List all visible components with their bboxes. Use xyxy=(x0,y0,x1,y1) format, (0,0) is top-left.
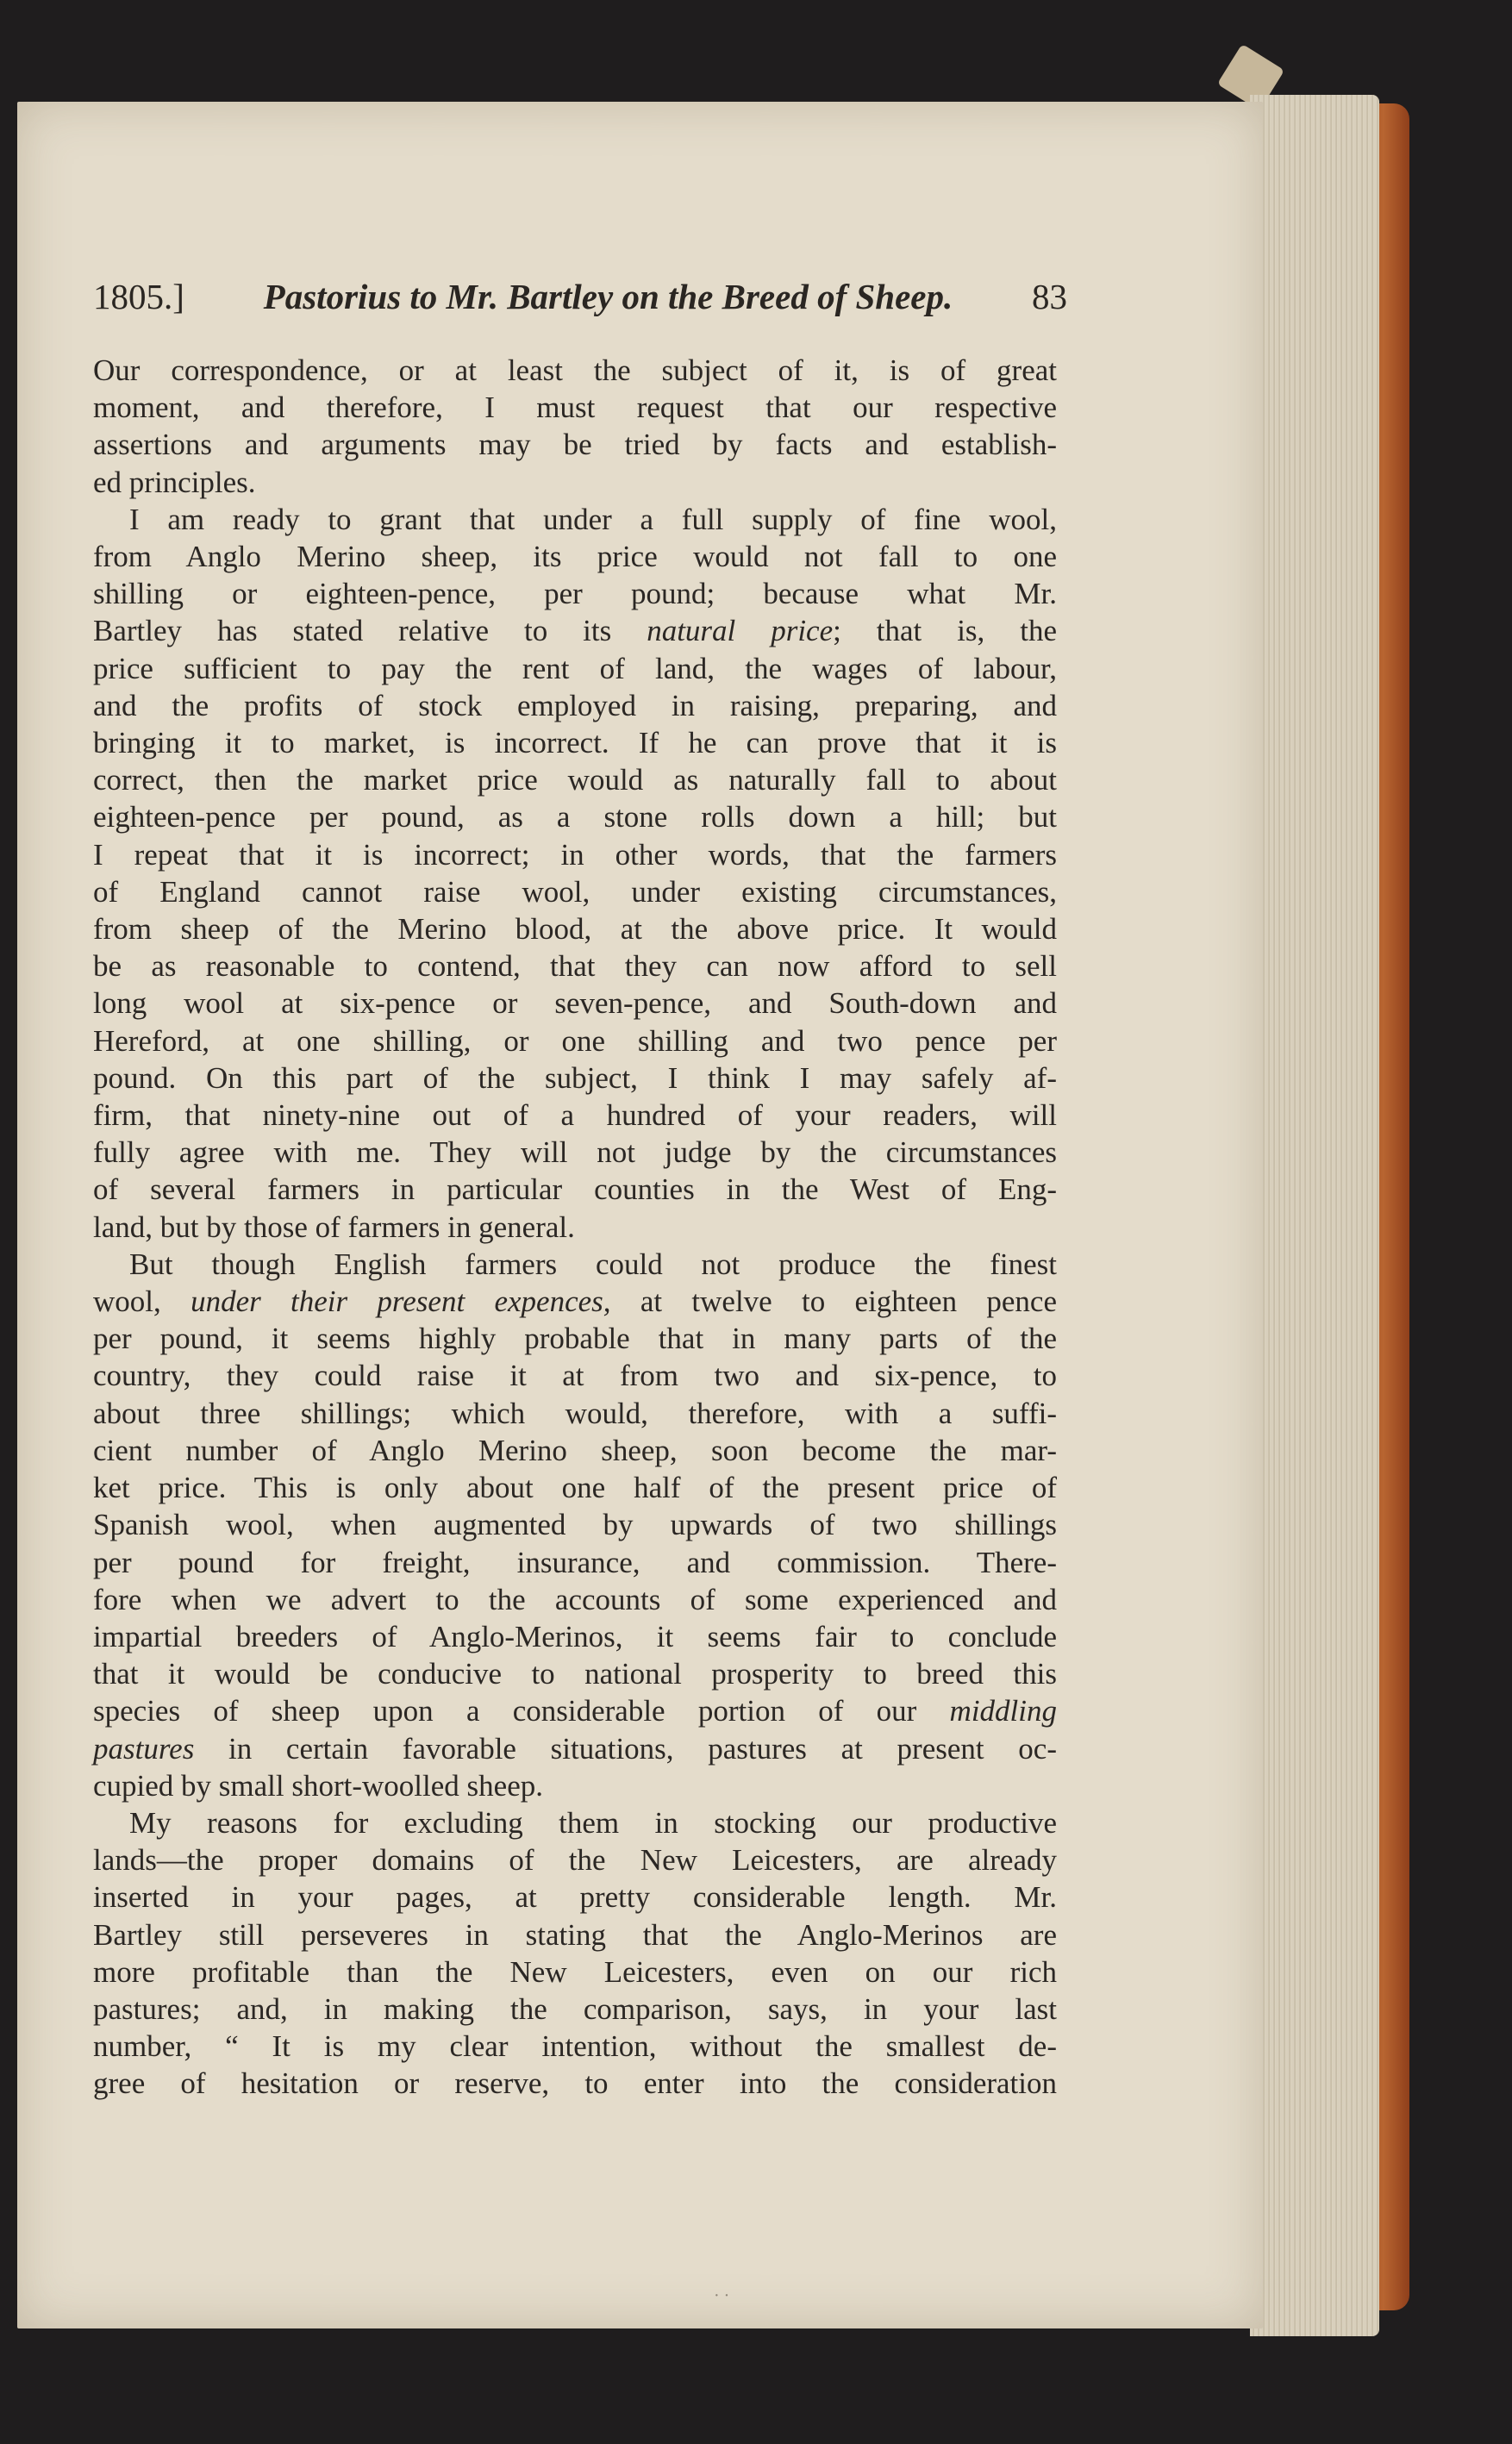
text-line: firm, that ninety-nine out of a hundred of your readers, will xyxy=(93,1098,1057,1133)
italic-emphasis: pastures xyxy=(93,1731,195,1766)
text-line: and the profits of stock employed in raising, preparing, and xyxy=(93,688,1057,722)
text-line xyxy=(93,1730,1057,1767)
text-line: of England cannot raise wool, under existing circumstances, xyxy=(93,874,1057,909)
text-run: Bartley has stated relative to its xyxy=(93,614,647,648)
text-line: Bartley still perseveres in stating that the Anglo-Merinos are xyxy=(93,1917,1057,1952)
text-line: inserted in your pages, at pretty considerable length. Mr. xyxy=(93,1880,1057,1915)
text-line: fore when we advert to the accounts of some experienced and xyxy=(93,1582,1057,1616)
text-run: wool, xyxy=(93,1285,191,1319)
text-line: long wool at six-pence or seven-pence, and South-down and xyxy=(93,986,1057,1021)
text-line: Our correspondence, or at least the subject of it, is of great xyxy=(93,353,1057,387)
running-head xyxy=(93,276,1067,317)
italic-emphasis: natural price xyxy=(647,614,834,648)
page-smudge-mark xyxy=(714,2286,738,2295)
text-line: correct, then the market price would as naturally fall to about xyxy=(93,763,1057,797)
text-line: that it would be conducive to national prosperity to breed this xyxy=(93,1657,1057,1691)
text-line: bringing it to market, is incorrect. If he can prove that it is xyxy=(93,726,1057,760)
text-line: per pound, it seems highly probable that in many parts of the xyxy=(93,1322,1057,1356)
text-line: be as reasonable to contend, that they can now afford to sell xyxy=(93,949,1057,984)
page-number: 83 xyxy=(1032,277,1067,316)
text-line: Hereford, at one shilling, or one shilling and two pence per xyxy=(93,1023,1057,1058)
text-line: ket price. This is only about one half of the present price of xyxy=(93,1471,1057,1505)
text-run: at twelve to eighteen pence xyxy=(610,1285,1058,1319)
text-line: My reasons for excluding them in stocking our productive xyxy=(129,1805,1057,1840)
text-line: cupied by small short-woolled sheep. xyxy=(93,1768,543,1803)
text-line: per pound for freight, insurance, and commission. There- xyxy=(93,1545,1057,1579)
text-line: assertions and arguments may be tried by facts and establish- xyxy=(93,428,1057,462)
text-line: ed principles. xyxy=(93,465,256,499)
text-line: I am ready to grant that under a full supply of fine wool, xyxy=(129,502,1057,536)
text-line: number, “ It is my clear intention, without the smallest de- xyxy=(93,2029,1057,2064)
text-line: But though English farmers could not produce the finest xyxy=(129,1247,1057,1281)
text-line: Spanish wool, when augmented by upwards of two shillings xyxy=(93,1508,1057,1542)
text-line: land, but by those of farmers in general. xyxy=(93,1209,575,1244)
text-line: about three shillings; which would, therefore, with a suffi- xyxy=(93,1396,1057,1430)
text-line: pastures; and, in making the comparison, says, in your last xyxy=(93,1991,1057,2026)
running-head-title: Pastorius to Mr. Bartley on the Breed of Sheep. xyxy=(263,277,953,316)
text-line: from Anglo Merino sheep, its price would not fall to one xyxy=(93,540,1057,574)
text-run: in certain favorable situations, pastures at present oc- xyxy=(194,1731,1057,1766)
text-run: ; that is, the xyxy=(833,614,1058,648)
text-line: I repeat that it is incorrect; in other words, that the farmers xyxy=(93,837,1057,872)
text-line xyxy=(93,1692,1057,1729)
text-run: species of sheep upon a considerable portion of our xyxy=(93,1694,950,1728)
text-line: shilling or eighteen-pence, per pound; because what Mr. xyxy=(93,577,1057,611)
text-line: cient number of Anglo Merino sheep, soon become the mar- xyxy=(93,1433,1057,1467)
text-line: of several farmers in particular counties in the West of Eng- xyxy=(93,1172,1057,1207)
text-line: pound. On this part of the subject, I think I may safely af- xyxy=(93,1060,1057,1095)
body-text xyxy=(93,352,1057,2103)
text-line xyxy=(93,612,1057,649)
text-line: from sheep of the Merino blood, at the above price. It would xyxy=(93,912,1057,947)
text-line xyxy=(93,1283,1057,1320)
italic-emphasis: middling xyxy=(949,1694,1057,1728)
text-line: fully agree with me. They will not judge by the circumstances xyxy=(93,1135,1057,1170)
text-line: price sufficient to pay the rent of land, the wages of labour, xyxy=(93,651,1057,685)
text-line: more profitable than the New Leicesters, even on our rich xyxy=(93,1954,1057,1989)
text-line: country, they could raise it at from two and six-pence, to xyxy=(93,1359,1057,1393)
page-stack-edge xyxy=(1250,95,1379,2336)
text-line: moment, and therefore, I must request that our respective xyxy=(93,391,1057,425)
text-line: impartial breeders of Anglo-Merinos, it seems fair to conclude xyxy=(93,1619,1057,1653)
text-line: gree of hesitation or reserve, to enter into the consideration xyxy=(93,2066,1057,2101)
running-head-year: 1805.] xyxy=(93,277,184,316)
italic-emphasis: under their present expences, xyxy=(191,1285,611,1319)
text-line: lands—the proper domains of the New Leicesters, are already xyxy=(93,1843,1057,1878)
text-line: eighteen-pence per pound, as a stone rolls down a hill; but xyxy=(93,800,1057,834)
